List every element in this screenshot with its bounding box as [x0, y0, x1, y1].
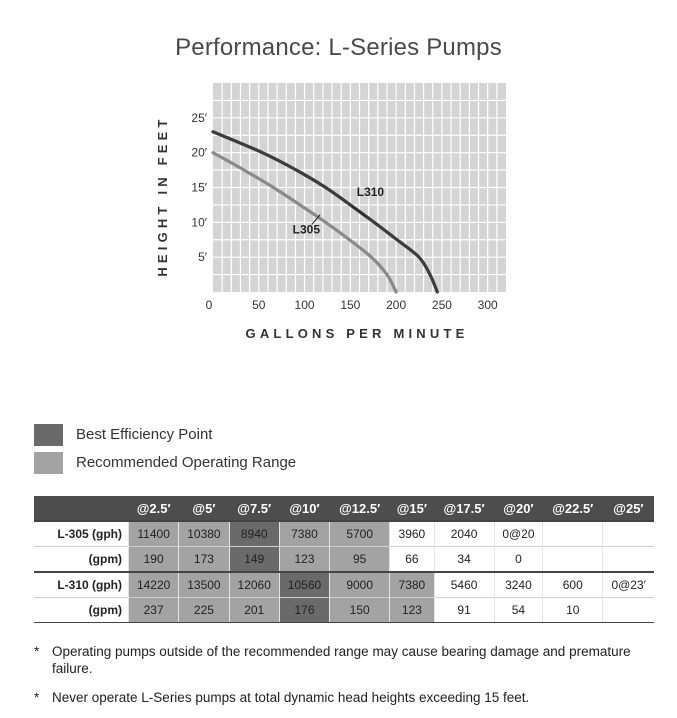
table-cell: 7380 [390, 572, 434, 598]
table-cell: 3240 [494, 572, 543, 598]
table-cell: 190 [129, 547, 179, 573]
legend-label: Recommended Operating Range [76, 454, 297, 471]
table-cell: 10380 [179, 521, 229, 547]
table-row [34, 572, 654, 598]
column-header: @2.5′ [129, 496, 179, 521]
table-cell: 123 [279, 547, 329, 573]
footnote-text: Never operate L-Series pumps at total dynamic head heights exceeding 15 feet. [52, 690, 530, 705]
table-cell [543, 547, 603, 573]
table-cell: 10560 [279, 572, 329, 598]
table-cell: 5460 [434, 572, 494, 598]
table-cell [603, 547, 654, 573]
table-header-row [34, 496, 654, 521]
column-header: @25′ [603, 496, 654, 521]
table-cell: 3960 [390, 521, 434, 547]
table-cell: 11400 [129, 521, 179, 547]
table-cell [543, 521, 603, 547]
row-label: L-310 (gph) [34, 572, 129, 598]
footnote [34, 689, 634, 706]
table-cell: 34 [434, 547, 494, 573]
table-cell: 91 [434, 598, 494, 623]
column-header: @22.5′ [543, 496, 603, 521]
y-axis-label: HEIGHT IN FEET [155, 115, 170, 277]
footnote-asterisk: * [34, 690, 40, 705]
row-label: L-305 (gph) [34, 521, 129, 547]
series-label-l305: L305 [292, 222, 321, 237]
table-cell: 173 [179, 547, 229, 573]
column-header: @12.5′ [330, 496, 390, 521]
table-cell: 2040 [434, 521, 494, 547]
column-header: @20′ [494, 496, 543, 521]
legend-label: Best Efficiency Point [76, 426, 213, 443]
footnote-text: Operating pumps outside of the recommended range may cause bearing damage and premature failure. [52, 644, 631, 676]
table-cell [603, 521, 654, 547]
column-header: @10′ [279, 496, 329, 521]
table-cell: 8940 [229, 521, 279, 547]
column-header: @15′ [390, 496, 434, 521]
footnote [34, 643, 634, 677]
footnotes [34, 643, 634, 718]
column-header: @5′ [179, 496, 229, 521]
row-label: (gpm) [34, 598, 129, 623]
legend-item-best-efficiency [34, 421, 296, 448]
table-cell: 95 [330, 547, 390, 573]
table-cell: 54 [494, 598, 543, 623]
x-tick-label: 300 [477, 298, 498, 312]
table-cell: 10 [543, 598, 603, 623]
x-tick-label: 200 [386, 298, 407, 312]
table-cell: 600 [543, 572, 603, 598]
performance-table [34, 496, 654, 623]
series-label-l310: L310 [356, 184, 385, 199]
table-cell: 225 [179, 598, 229, 623]
table-row [34, 521, 654, 547]
table-cell: 5700 [330, 521, 390, 547]
table-cell: 0 [494, 547, 543, 573]
best-efficiency-swatch [34, 424, 63, 446]
y-tick-label: 5′ [198, 250, 207, 265]
table-row [34, 598, 654, 623]
table-cell: 13500 [179, 572, 229, 598]
column-header: @7.5′ [229, 496, 279, 521]
table-cell: 0@20 [494, 521, 543, 547]
row-label: (gpm) [34, 547, 129, 573]
table-cell: 14220 [129, 572, 179, 598]
table-cell: 237 [129, 598, 179, 623]
y-tick-label: 20′ [191, 145, 207, 160]
y-tick-label: 10′ [191, 215, 207, 230]
x-tick-label: 250 [431, 298, 452, 312]
table-cell: 7380 [279, 521, 329, 547]
table-row [34, 547, 654, 573]
legend-item-recommended-range [34, 449, 296, 476]
table-cell: 176 [279, 598, 329, 623]
table-cell: 123 [390, 598, 434, 623]
x-axis-label: GALLONS PER MINUTE [245, 326, 469, 341]
table-cell: 149 [229, 547, 279, 573]
table-cell [603, 598, 654, 623]
table-cell: 66 [390, 547, 434, 573]
table-cell: 0@23′ [603, 572, 654, 598]
x-tick-label: 150 [340, 298, 361, 312]
table-cell: 201 [229, 598, 279, 623]
chart-title: Performance: L-Series Pumps [175, 34, 502, 61]
column-header: @17.5′ [434, 496, 494, 521]
legend [34, 421, 296, 477]
footnote-asterisk: * [34, 644, 40, 659]
x-tick-label: 100 [294, 298, 315, 312]
y-tick-label: 25′ [191, 110, 207, 125]
x-tick-label: 50 [252, 298, 266, 312]
y-tick-label: 15′ [191, 180, 207, 195]
column-header [34, 496, 129, 521]
table-cell: 12060 [229, 572, 279, 598]
table-cell: 150 [330, 598, 390, 623]
x-tick-label: 0 [205, 298, 213, 312]
table-cell: 9000 [330, 572, 390, 598]
recommended-range-swatch [34, 452, 63, 474]
